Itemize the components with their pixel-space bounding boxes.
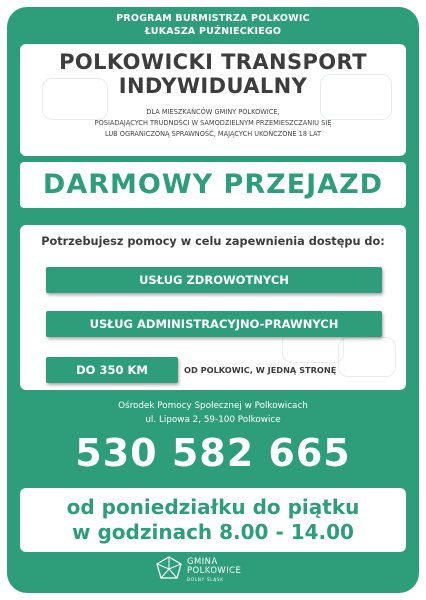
logo-text	[187, 557, 241, 584]
program-line-2: ŁUKASZA PUŹNIECKIEGO	[144, 26, 282, 37]
program-header	[0, 12, 426, 38]
free-ride-banner: DARMOWY PRZEJAZD	[20, 162, 406, 208]
title-line-2: INDYWIDUALNY	[118, 74, 308, 98]
services-panel	[20, 225, 406, 390]
title-panel	[20, 44, 406, 156]
distance-note: OD POLKOWIC, W JEDNĄ STRONĘ	[184, 365, 337, 375]
office-name: Ośrodek Pomocy Społecznej w Polkowicach	[118, 401, 308, 411]
gmina-polkowice-logo	[155, 553, 271, 587]
opening-hours	[20, 495, 406, 545]
description-line-1: DLA MIESZKAŃCÓW GMINY POLKOWICE,	[146, 108, 280, 116]
description-line-3: LUB OGRANICZONĄ SPRAWNOŚĆ, MAJĄCYCH UKOŃCZONE 18 LAT	[105, 130, 321, 138]
program-line-1: PROGRAM BURMISTRZA POLKOWIC	[116, 13, 310, 24]
poster-title	[20, 50, 406, 98]
service-distance: DO 350 KM	[46, 357, 178, 383]
description-line-2: POSIADAJĄCYCH TRUDNOŚCI W SAMODZIELNYM PRZEMIESZCZANIU SIĘ	[94, 119, 332, 127]
logo-line-2: POLKOWICE	[187, 564, 242, 575]
logo-line-1: GMINA	[187, 555, 218, 566]
office-address: ul. Lipowa 2, 59-100 Polkowice	[145, 415, 281, 425]
eligibility-description	[20, 107, 406, 140]
hours-line-2: w godzinach 8.00 - 14.00	[72, 520, 354, 544]
service-administrative: USŁUG ADMINISTRACYJNO-PRAWNYCH	[46, 311, 382, 337]
title-line-1: POLKOWICKI TRANSPORT	[59, 50, 367, 74]
phone-number: 530 582 665	[75, 431, 351, 475]
background-van-illustration	[338, 337, 396, 377]
service-health: USŁUG ZDROWOTNYCH	[46, 267, 382, 293]
polkowice-logo-icon	[155, 555, 183, 585]
logo-line-3: DOLNY ŚLĄSK	[187, 576, 224, 582]
office-info	[0, 399, 426, 427]
hours-line-1: od poniedziałku do piątku	[66, 495, 360, 519]
hours-panel	[20, 488, 406, 552]
services-heading: Potrzebujesz pomocy w celu zapewnienia dostępu do:	[41, 235, 385, 248]
